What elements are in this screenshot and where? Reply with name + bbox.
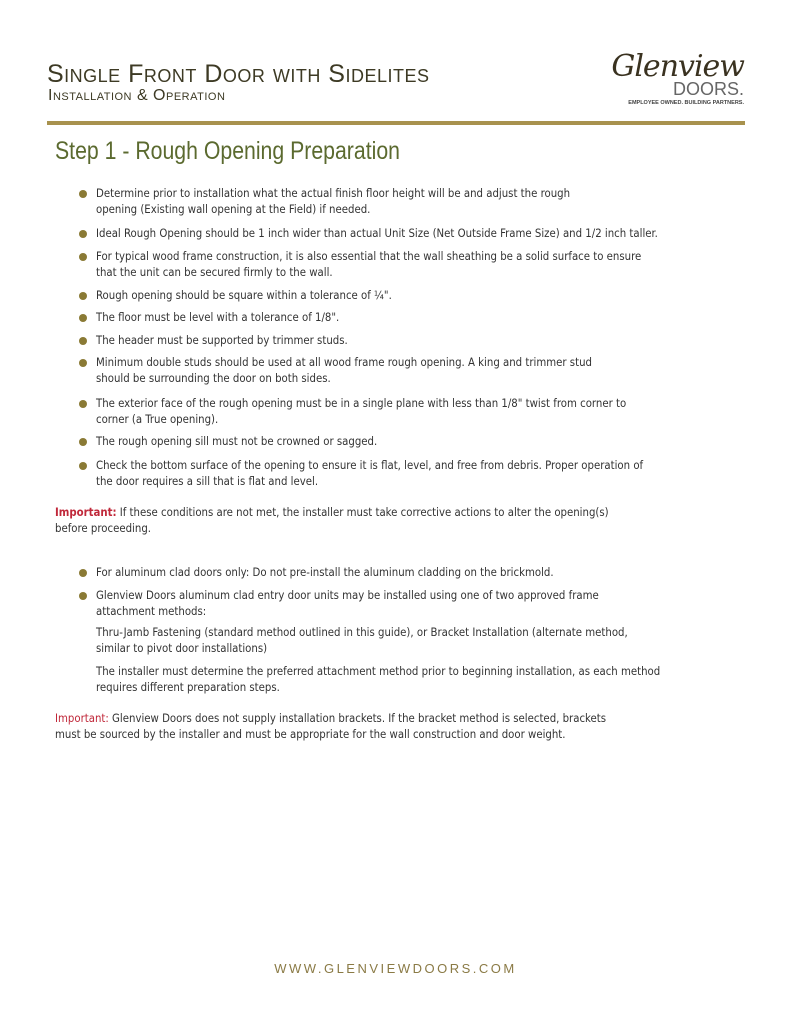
list-item (96, 226, 658, 242)
bullet-icon (79, 462, 87, 470)
paragraph: The installer must determine the preferred attachment method prior to beginning installation, as each method requires different preparation steps. (96, 665, 661, 694)
footer-url: WWW.GLENVIEWDOORS.COM (274, 961, 517, 976)
bullet-icon (79, 253, 87, 261)
bullet-icon (79, 400, 87, 408)
important-label: Important: (55, 506, 117, 519)
list-item-text: Check the bottom surface of the opening to ensure it is flat, level, and free from debris. Proper operation of the door requires a sill that is flat and level. (96, 459, 644, 488)
list-item (96, 186, 570, 217)
bullet-icon (79, 292, 87, 300)
list-item (96, 434, 377, 450)
glenview-logo (598, 49, 744, 106)
document-title: Single Front Door with Sidelites (47, 60, 430, 88)
list-item (96, 288, 392, 304)
list-item (96, 588, 599, 619)
list-item (96, 310, 339, 326)
step-title: Step 1 - Rough Opening Preparation (55, 137, 400, 165)
list-item (96, 565, 554, 581)
important-text: Glenview Doors does not supply installation brackets. If the bracket method is selected, brackets must be sourced by the installer and must be appropriate for the wall construction and door weight. (55, 712, 607, 741)
bullet-icon (79, 337, 87, 345)
list-item-text: The header must be supported by trimmer studs. (96, 334, 348, 347)
logo-doors: DOORS. (672, 79, 744, 99)
bullet-icon (79, 314, 87, 322)
document-subtitle: Installation & Operation (48, 87, 226, 104)
list-item (96, 355, 592, 386)
important-note-1 (55, 505, 609, 536)
list-item-text: Rough opening should be square within a tolerance of ¼". (96, 289, 392, 302)
list-item-text: The exterior face of the rough opening must be in a single plane with less than 1/8" twist from corner to corner (a True opening). (96, 397, 627, 426)
list-item (96, 458, 643, 489)
bullet-icon (79, 359, 87, 367)
list-item (96, 333, 348, 349)
paragraph: Thru-Jamb Fastening (standard method outlined in this guide), or Bracket Installation (alternate method, similar to pivot door installations) (96, 626, 628, 655)
list-item (96, 249, 641, 280)
list-item-text: For aluminum clad doors only: Do not pre-install the aluminum cladding on the brickmold. (96, 566, 554, 579)
list-item (96, 396, 626, 427)
list-item-text: The rough opening sill must not be crowned or sagged. (96, 435, 378, 448)
list-item-text: Glenview Doors aluminum clad entry door units may be installed using one of two approved frame attachment methods: (96, 589, 599, 618)
list-item-text: For typical wood frame construction, it is also essential that the wall sheathing be a solid surface to ensure that the unit can be secured firmly to the wall. (96, 250, 642, 279)
bullet-icon (79, 569, 87, 577)
important-note-2 (55, 711, 606, 742)
important-label: Important: (55, 712, 109, 725)
list-item-text: The floor must be level with a tolerance of 1/8". (96, 311, 340, 324)
list-item-text: Ideal Rough Opening should be 1 inch wider than actual Unit Size (Net Outside Frame Size) and 1/2 inch taller. (96, 227, 658, 240)
header-divider (47, 121, 745, 125)
bullet-icon (79, 230, 87, 238)
bullet-icon (79, 438, 87, 446)
bullet-icon (79, 190, 87, 198)
bullet-icon (79, 592, 87, 600)
logo-script: Glenview (611, 49, 744, 84)
list-item-text: Minimum double studs should be used at all wood frame rough opening. A king and trimmer stud should be surrounding the door on both sides. (96, 356, 592, 385)
important-text: If these conditions are not met, the installer must take corrective actions to alter the opening(s) before proceeding. (55, 506, 609, 535)
logo-tagline: EMPLOYEE OWNED. BUILDING PARTNERS. (628, 100, 744, 106)
list-item-text: Determine prior to installation what the actual finish floor height will be and adjust the rough opening (Existing wall opening at the Field) if needed. (96, 187, 571, 216)
